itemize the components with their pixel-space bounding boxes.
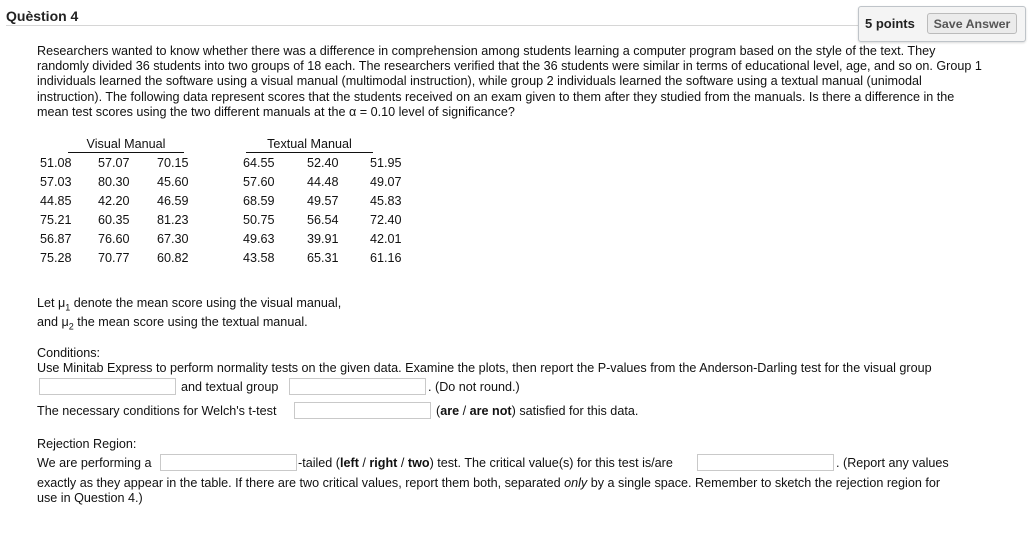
tail-options: -tailed (left / right / two) test. The critical value(s) for this test is/are	[298, 456, 673, 470]
table-cell: 65.31	[307, 251, 339, 265]
table-cell: 67.30	[157, 232, 189, 246]
table-cell: 57.03	[40, 175, 72, 189]
table-cell: 51.08	[40, 156, 72, 170]
do-not-round-note: . (Do not round.)	[428, 380, 520, 394]
table-cell: 45.60	[157, 175, 189, 189]
table-cell: 64.55	[243, 156, 275, 170]
table-cell: 49.63	[243, 232, 275, 246]
report-any-note: . (Report any values	[836, 456, 949, 470]
table-cell: 70.77	[98, 251, 130, 265]
table-cell: 60.82	[157, 251, 189, 265]
table-cell: 43.58	[243, 251, 275, 265]
visual-p-value-input[interactable]	[39, 378, 176, 395]
table-cell: 44.48	[307, 175, 339, 189]
table-cell: 57.07	[98, 156, 130, 170]
textual-p-value-input[interactable]	[289, 378, 426, 395]
critical-values-input[interactable]	[697, 454, 834, 471]
table-cell: 56.54	[307, 213, 339, 227]
tail-input[interactable]	[160, 454, 297, 471]
and-textual-group-label: and textual group	[181, 380, 279, 394]
conditions-instruction: Use Minitab Express to perform normality tests on the given data. Examine the plots, then report the P-values from the Anderson-Darling test for the visual group	[37, 361, 932, 375]
rejection-instructions-end: use in Question 4.)	[37, 491, 143, 505]
welch-conditions-input[interactable]	[294, 402, 431, 419]
points-label: 5 points	[865, 16, 915, 31]
table-cell: 45.83	[370, 194, 402, 208]
table-cell: 42.20	[98, 194, 130, 208]
performing-label: We are performing a	[37, 456, 152, 470]
table-cell: 60.35	[98, 213, 130, 227]
table-cell: 39.91	[307, 232, 339, 246]
table-cell: 42.01	[370, 232, 402, 246]
conditions-heading: Conditions:	[37, 346, 101, 360]
table-cell: 75.28	[40, 251, 72, 265]
table-cell: 56.87	[40, 232, 72, 246]
table-cell: 75.21	[40, 213, 72, 227]
textual-manual-title: Textual Manual	[246, 137, 373, 153]
mu1-definition: Let $\mu_1$ denote the mean score using the visual manual,	[37, 296, 342, 313]
question-intro: Researchers wanted to know whether there was a difference in comprehension among students learning a computer program based on the style of the text. They randomly divided 36 students into two groups of 18 each. The researchers verified that the 36 students were similar in terms of educational level, age, and so on. Group 1 individuals learned the software using a visual manual (multimodal instruction), while group 2 individuals learned the software using a textual manual (unimodal instruction). The following data represent scores that the students received on an exam given to them after they studied from the manuals. Is there a difference in the mean test scores using the two different manuals at the α = 0.10 level of significance?	[37, 44, 982, 119]
points-panel	[858, 6, 1026, 42]
table-cell: 49.07	[370, 175, 402, 189]
mu2-definition: and $\mu_2$ the mean score using the textual manual.	[37, 315, 308, 332]
table-cell: 80.30	[98, 175, 130, 189]
table-cell: 72.40	[370, 213, 402, 227]
table-cell: 81.23	[157, 213, 189, 227]
save-answer-button[interactable]: Save Answer	[927, 13, 1017, 34]
visual-manual-title: Visual Manual	[68, 137, 184, 153]
table-cell: 68.59	[243, 194, 275, 208]
are-are-not-options: (are / are not) satisfied for this data.	[436, 404, 639, 418]
table-cell: 61.16	[370, 251, 402, 265]
table-cell: 46.59	[157, 194, 189, 208]
question-title: Quèstion 4	[6, 8, 79, 24]
table-cell: 76.60	[98, 232, 130, 246]
table-cell: 51.95	[370, 156, 402, 170]
table-cell: 52.40	[307, 156, 339, 170]
welch-label: The necessary conditions for Welch's t-test	[37, 404, 277, 418]
table-cell: 49.57	[307, 194, 339, 208]
rejection-heading: Rejection Region:	[37, 437, 137, 451]
rejection-instructions: exactly as they appear in the table. If there are two critical values, report them both, separated only by a single space. Remember to sketch the rejection region for	[37, 476, 941, 490]
table-cell: 70.15	[157, 156, 189, 170]
table-cell: 44.85	[40, 194, 72, 208]
table-cell: 57.60	[243, 175, 275, 189]
table-cell: 50.75	[243, 213, 275, 227]
